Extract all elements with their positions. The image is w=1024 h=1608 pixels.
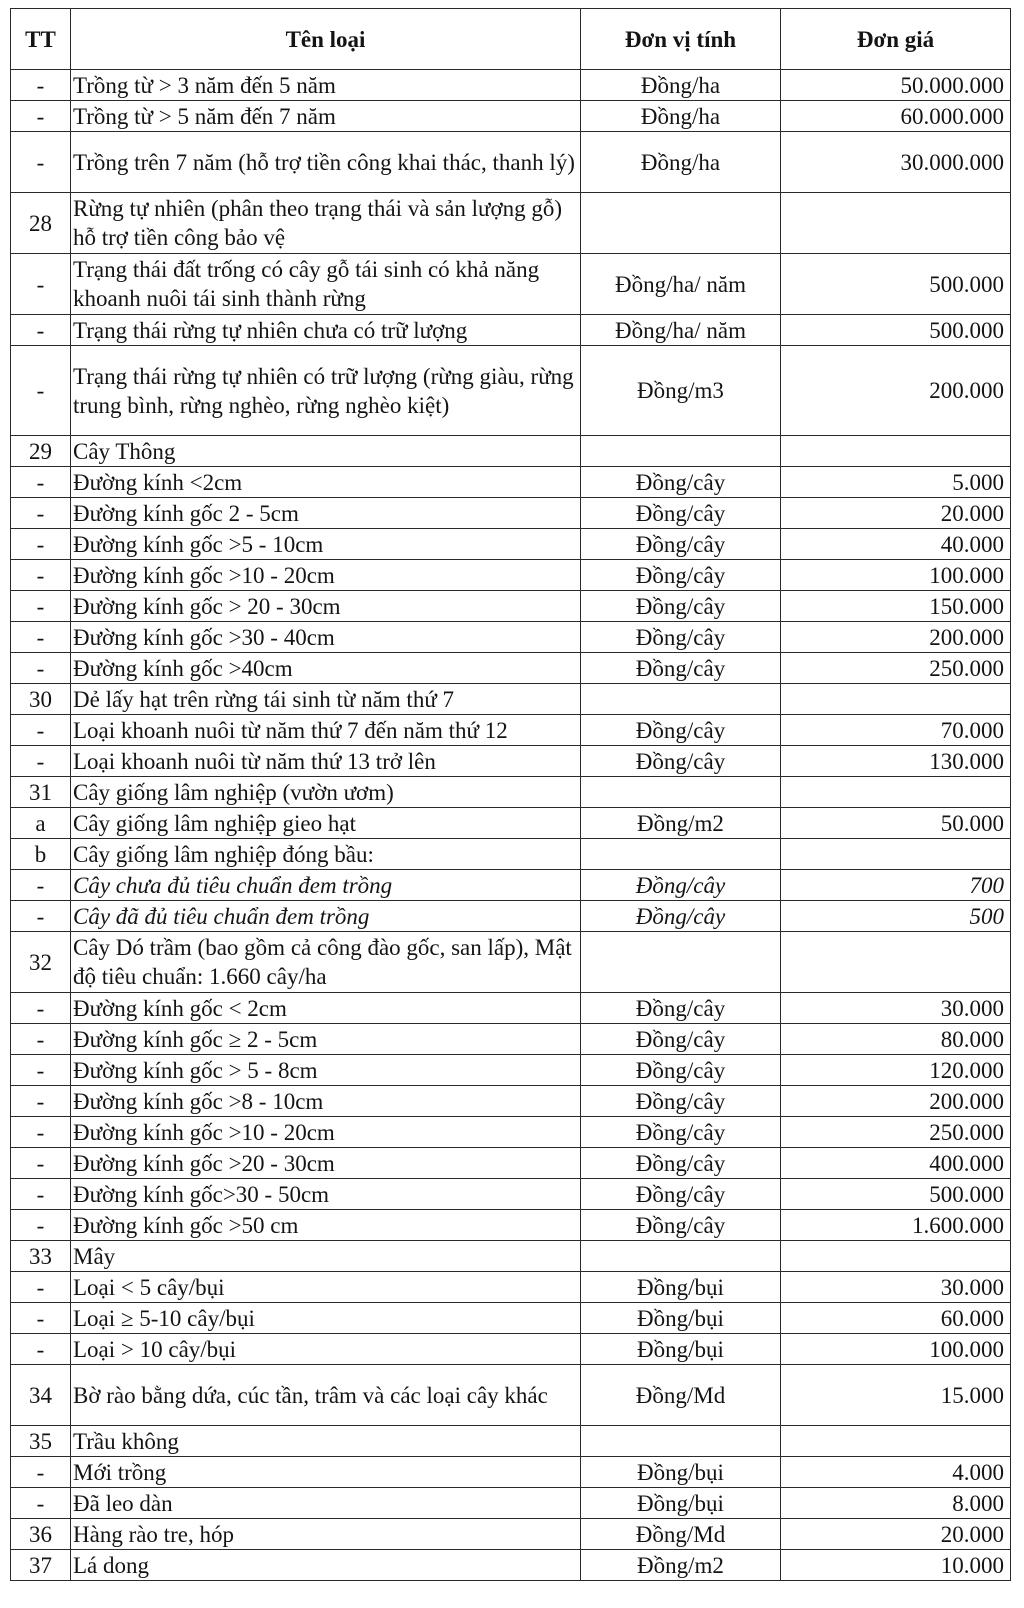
row-tt-cell: - [11,653,71,684]
header-price: Đơn giá [781,9,1011,70]
row-name-cell: Mây [71,1241,581,1272]
table-row [11,993,1011,1024]
row-price-cell: 4.000 [781,1457,1011,1488]
row-tt-cell: 34 [11,1365,71,1426]
row-tt-cell: - [11,315,71,346]
row-tt-cell: 35 [11,1426,71,1457]
row-price-cell: 200.000 [781,622,1011,653]
row-tt-cell: - [11,101,71,132]
table-row [11,254,1011,315]
row-name-cell: Đường kính gốc >50 cm [71,1210,581,1241]
table-row [11,467,1011,498]
row-price-cell: 500 [781,901,1011,932]
row-unit-cell: Đồng/cây [581,993,781,1024]
row-unit-cell: Đồng/cây [581,622,781,653]
row-price-cell: 200.000 [781,1086,1011,1117]
row-price-cell: 20.000 [781,1519,1011,1550]
row-name-cell: Cây Dó trầm (bao gồm cả công đào gốc, san lấp), Mật độ tiêu chuẩn: 1.660 cây/ha [71,932,581,993]
row-name-cell: Cây giống lâm nghiệp (vườn ươm) [71,777,581,808]
row-name-cell: Đường kính gốc >40cm [71,653,581,684]
row-name-cell: Trồng trên 7 năm (hỗ trợ tiền công khai thác, thanh lý) [71,132,581,193]
row-name-cell: Cây giống lâm nghiệp đóng bầu: [71,839,581,870]
table-row [11,622,1011,653]
table-row [11,101,1011,132]
row-name-cell: Loại khoanh nuôi từ năm thứ 7 đến năm thứ 12 [71,715,581,746]
row-unit-cell: Đồng/ha [581,132,781,193]
row-name-cell: Trạng thái rừng tự nhiên chưa có trữ lượng [71,315,581,346]
header-tt: TT [11,9,71,70]
row-unit-cell: Đồng/bụi [581,1488,781,1519]
row-name-cell: Đường kính gốc >30 - 40cm [71,622,581,653]
row-name-cell: Đường kính gốc ≥ 2 - 5cm [71,1024,581,1055]
row-tt-cell: - [11,1334,71,1365]
row-unit-cell: Đồng/bụi [581,1272,781,1303]
table-row [11,1148,1011,1179]
row-name-cell: Mới trồng [71,1457,581,1488]
row-unit-cell [581,839,781,870]
row-name-cell: Cây chưa đủ tiêu chuẩn đem trồng [71,870,581,901]
row-price-cell: 1.600.000 [781,1210,1011,1241]
table-row [11,1272,1011,1303]
row-tt-cell: - [11,901,71,932]
table-row [11,346,1011,436]
table-row [11,315,1011,346]
row-name-cell: Hàng rào tre, hóp [71,1519,581,1550]
table-row [11,591,1011,622]
row-tt-cell: 30 [11,684,71,715]
row-name-cell: Đường kính gốc 2 - 5cm [71,498,581,529]
row-name-cell: Đường kính gốc >10 - 20cm [71,560,581,591]
table-row [11,1457,1011,1488]
row-tt-cell: - [11,1303,71,1334]
row-price-cell: 130.000 [781,746,1011,777]
row-tt-cell: - [11,70,71,101]
row-unit-cell: Đồng/cây [581,1117,781,1148]
table-row [11,498,1011,529]
row-price-cell: 20.000 [781,498,1011,529]
row-unit-cell: Đồng/ha [581,70,781,101]
row-name-cell: Trạng thái đất trống có cây gỗ tái sinh có khả năng khoanh nuôi tái sinh thành rừng [71,254,581,315]
row-unit-cell: Đồng/bụi [581,1457,781,1488]
row-price-cell: 100.000 [781,560,1011,591]
row-name-cell: Đường kính gốc > 20 - 30cm [71,591,581,622]
row-name-cell: Bờ rào bằng dứa, cúc tần, trâm và các loại cây khác [71,1365,581,1426]
table-row [11,1117,1011,1148]
table-row [11,193,1011,254]
row-name-cell: Cây Thông [71,436,581,467]
row-price-cell [781,839,1011,870]
row-tt-cell: - [11,746,71,777]
row-unit-cell: Đồng/bụi [581,1334,781,1365]
row-tt-cell: - [11,622,71,653]
table-row [11,870,1011,901]
row-unit-cell: Đồng/cây [581,653,781,684]
row-tt-cell: - [11,1179,71,1210]
row-unit-cell: Đồng/cây [581,529,781,560]
table-row [11,1426,1011,1457]
row-tt-cell: - [11,529,71,560]
row-price-cell: 400.000 [781,1148,1011,1179]
row-unit-cell: Đồng/m2 [581,1550,781,1581]
table-row [11,1055,1011,1086]
row-tt-cell: 37 [11,1550,71,1581]
row-tt-cell: a [11,808,71,839]
row-name-cell: Rừng tự nhiên (phân theo trạng thái và sản lượng gỗ) hỗ trợ tiền công bảo vệ [71,193,581,254]
header-unit: Đơn vị tính [581,9,781,70]
row-price-cell: 500.000 [781,315,1011,346]
row-tt-cell: - [11,1488,71,1519]
row-unit-cell: Đồng/cây [581,1210,781,1241]
row-name-cell: Đường kính gốc < 2cm [71,993,581,1024]
row-tt-cell: 32 [11,932,71,993]
table-row [11,653,1011,684]
table-row [11,560,1011,591]
row-price-cell [781,777,1011,808]
header-name: Tên loại [71,9,581,70]
row-name-cell: Loại > 10 cây/bụi [71,1334,581,1365]
row-name-cell: Cây đã đủ tiêu chuẩn đem trồng [71,901,581,932]
row-price-cell [781,684,1011,715]
table-row [11,684,1011,715]
row-tt-cell: - [11,1086,71,1117]
table-row [11,1024,1011,1055]
row-unit-cell: Đồng/cây [581,715,781,746]
price-table-page [10,8,1010,1581]
table-row [11,1303,1011,1334]
row-unit-cell: Đồng/ha/ năm [581,254,781,315]
row-price-cell: 30.000 [781,1272,1011,1303]
row-unit-cell: Đồng/ha [581,101,781,132]
row-tt-cell: 28 [11,193,71,254]
table-row [11,839,1011,870]
table-row [11,746,1011,777]
row-tt-cell: - [11,132,71,193]
row-tt-cell: 29 [11,436,71,467]
table-row [11,1365,1011,1426]
row-name-cell: Đường kính gốc >8 - 10cm [71,1086,581,1117]
table-body [11,70,1011,1581]
row-price-cell: 50.000.000 [781,70,1011,101]
row-unit-cell: Đồng/cây [581,1024,781,1055]
row-tt-cell: - [11,1210,71,1241]
row-tt-cell: - [11,1055,71,1086]
row-unit-cell: Đồng/bụi [581,1303,781,1334]
row-name-cell: Trầu không [71,1426,581,1457]
row-price-cell: 700 [781,870,1011,901]
row-name-cell: Trồng từ > 5 năm đến 7 năm [71,101,581,132]
row-price-cell: 60.000 [781,1303,1011,1334]
row-tt-cell: - [11,560,71,591]
row-tt-cell: - [11,467,71,498]
row-price-cell: 250.000 [781,1117,1011,1148]
table-row [11,1241,1011,1272]
table-row [11,1179,1011,1210]
row-price-cell: 200.000 [781,346,1011,436]
row-unit-cell: Đồng/Md [581,1519,781,1550]
table-row [11,1334,1011,1365]
row-name-cell: Dẻ lấy hạt trên rừng tái sinh từ năm thứ 7 [71,684,581,715]
row-tt-cell: - [11,993,71,1024]
row-tt-cell: - [11,715,71,746]
row-unit-cell: Đồng/cây [581,1055,781,1086]
row-price-cell: 120.000 [781,1055,1011,1086]
row-price-cell: 15.000 [781,1365,1011,1426]
row-unit-cell [581,436,781,467]
table-row [11,715,1011,746]
row-tt-cell: b [11,839,71,870]
row-tt-cell: - [11,1457,71,1488]
row-tt-cell: - [11,1148,71,1179]
row-unit-cell [581,1426,781,1457]
row-tt-cell: - [11,870,71,901]
row-tt-cell: 33 [11,1241,71,1272]
row-name-cell: Đường kính <2cm [71,467,581,498]
row-unit-cell [581,193,781,254]
row-unit-cell: Đồng/cây [581,901,781,932]
row-price-cell: 30.000.000 [781,132,1011,193]
row-unit-cell: Đồng/cây [581,1086,781,1117]
row-unit-cell: Đồng/cây [581,1179,781,1210]
row-name-cell: Loại khoanh nuôi từ năm thứ 13 trở lên [71,746,581,777]
row-price-cell: 50.000 [781,808,1011,839]
row-unit-cell: Đồng/Md [581,1365,781,1426]
row-unit-cell [581,777,781,808]
row-tt-cell: - [11,254,71,315]
row-tt-cell: 31 [11,777,71,808]
table-row [11,777,1011,808]
row-name-cell: Cây giống lâm nghiệp gieo hạt [71,808,581,839]
row-price-cell: 250.000 [781,653,1011,684]
row-name-cell: Trạng thái rừng tự nhiên có trữ lượng (rừng giàu, rừng trung bình, rừng nghèo, rừng nghèo kiệt) [71,346,581,436]
table-row [11,808,1011,839]
table-row [11,436,1011,467]
row-price-cell: 150.000 [781,591,1011,622]
row-price-cell: 40.000 [781,529,1011,560]
row-price-cell: 500.000 [781,254,1011,315]
row-price-cell [781,1241,1011,1272]
row-tt-cell: 36 [11,1519,71,1550]
row-tt-cell: - [11,1117,71,1148]
row-price-cell: 10.000 [781,1550,1011,1581]
row-unit-cell [581,684,781,715]
row-tt-cell: - [11,591,71,622]
row-name-cell: Lá dong [71,1550,581,1581]
row-unit-cell: Đồng/cây [581,498,781,529]
row-price-cell [781,436,1011,467]
table-row [11,932,1011,993]
row-unit-cell: Đồng/cây [581,560,781,591]
row-unit-cell: Đồng/cây [581,591,781,622]
table-row [11,901,1011,932]
row-name-cell: Đường kính gốc >10 - 20cm [71,1117,581,1148]
row-price-cell: 5.000 [781,467,1011,498]
table-row [11,1550,1011,1581]
row-unit-cell [581,1241,781,1272]
row-price-cell [781,193,1011,254]
row-name-cell: Đường kính gốc > 5 - 8cm [71,1055,581,1086]
row-price-cell [781,1426,1011,1457]
row-price-cell: 100.000 [781,1334,1011,1365]
table-row [11,1210,1011,1241]
row-name-cell: Loại ≥ 5-10 cây/bụi [71,1303,581,1334]
row-price-cell: 80.000 [781,1024,1011,1055]
price-table [10,8,1011,1581]
table-row [11,132,1011,193]
table-header-row [11,9,1011,70]
table-row [11,1488,1011,1519]
row-price-cell: 500.000 [781,1179,1011,1210]
row-name-cell: Đường kính gốc>30 - 50cm [71,1179,581,1210]
row-tt-cell: - [11,1272,71,1303]
row-unit-cell: Đồng/ha/ năm [581,315,781,346]
row-unit-cell: Đồng/cây [581,870,781,901]
row-tt-cell: - [11,346,71,436]
table-row [11,70,1011,101]
row-tt-cell: - [11,498,71,529]
row-unit-cell: Đồng/m2 [581,808,781,839]
row-unit-cell: Đồng/cây [581,467,781,498]
table-row [11,1519,1011,1550]
row-name-cell: Đường kính gốc >5 - 10cm [71,529,581,560]
row-price-cell: 8.000 [781,1488,1011,1519]
row-name-cell: Trồng từ > 3 năm đến 5 năm [71,70,581,101]
row-name-cell: Đường kính gốc >20 - 30cm [71,1148,581,1179]
table-row [11,529,1011,560]
row-name-cell: Đã leo dàn [71,1488,581,1519]
row-unit-cell: Đồng/m3 [581,346,781,436]
row-tt-cell: - [11,1024,71,1055]
row-name-cell: Loại < 5 cây/bụi [71,1272,581,1303]
row-price-cell: 30.000 [781,993,1011,1024]
table-row [11,1086,1011,1117]
row-price-cell: 60.000.000 [781,101,1011,132]
row-price-cell: 70.000 [781,715,1011,746]
row-unit-cell: Đồng/cây [581,1148,781,1179]
row-price-cell [781,932,1011,993]
row-unit-cell [581,932,781,993]
row-unit-cell: Đồng/cây [581,746,781,777]
